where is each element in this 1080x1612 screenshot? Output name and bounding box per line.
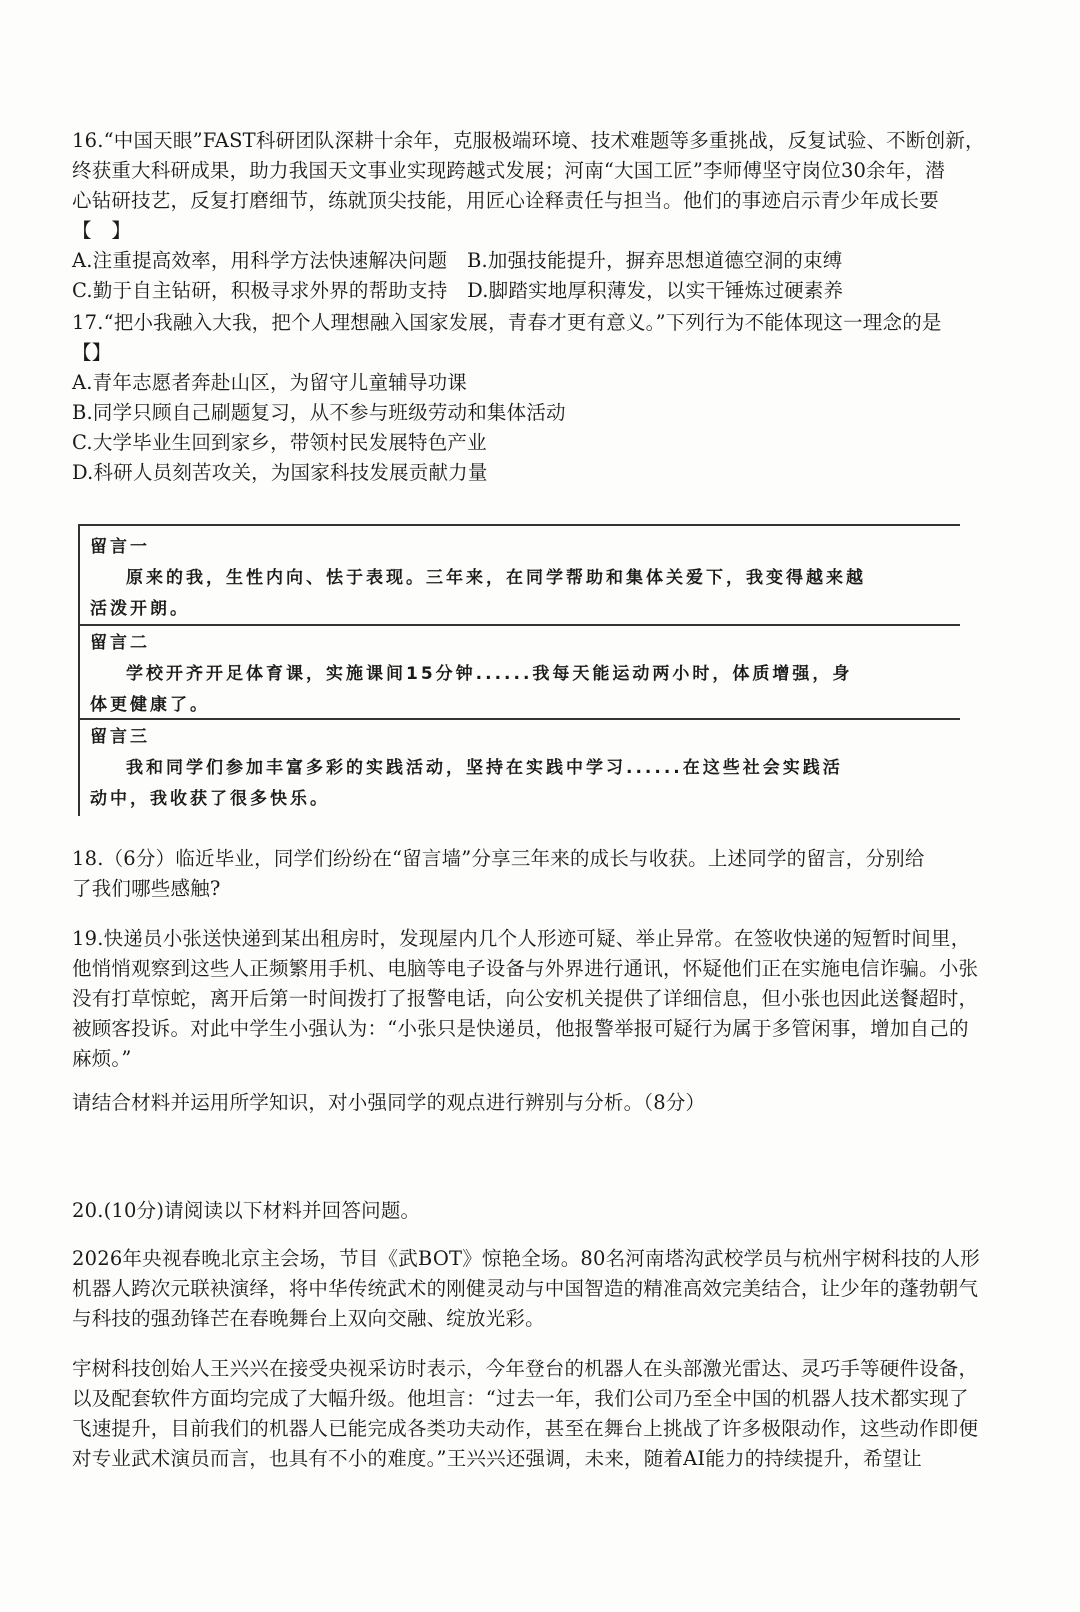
message-body-line: 我和同学们参加丰富多彩的实践活动，坚持在实践中学习......在这些社会实践活 — [126, 758, 843, 778]
q19-line: 麻烦。” — [72, 1047, 132, 1070]
q17-option-b: B.同学只顾自己刷题复习，从不参与班级劳动和集体活动 — [72, 401, 566, 424]
q20-paragraph-2 — [72, 1354, 1052, 1474]
message-3 — [90, 722, 950, 815]
question-17 — [72, 308, 1052, 488]
q17-answer-bracket: 【】 — [72, 341, 112, 364]
q16-line: 16.“中国天眼”FAST科研团队深耕十余年，克服极端环境、技术难题等多重挑战，反复试验、不断创新， — [72, 129, 985, 152]
message-wall-box — [78, 524, 960, 816]
q17-line: 17.“把小我融入大我，把个人理想融入国家发展，青春才更有意义。”下列行为不能体现这一理念的是 — [72, 311, 942, 334]
message-body-line: 体更健康了。 — [90, 695, 210, 715]
message-1 — [90, 532, 950, 625]
q20-para1-line: 2026年央视春晚北京主会场，节目《武BOT》惊艳全场。80名河南塔沟武校学员与杭州宇树科技的人形 — [72, 1247, 980, 1270]
q17-option-d: D.科研人员刻苦攻关，为国家科技发展贡献力量 — [72, 461, 488, 484]
q20-para2-line: 飞速提升，目前我们的机器人已能完成各类功夫动作，甚至在舞台上挑战了许多极限动作，这些动作即便 — [72, 1417, 979, 1440]
q19-line: 没有打草惊蛇，离开后第一时间拨打了报警电话，向公安机关提供了详细信息，但小张也因此送餐超时， — [72, 987, 979, 1010]
q16-option-row: A.注重提高效率，用科学方法快速解决问题 B.加强技能提升，摒弃思想道德空洞的束缚 — [72, 249, 843, 272]
q17-option-a: A.青年志愿者奔赴山区，为留守儿童辅导功课 — [72, 371, 467, 394]
q16-option-row: C.勤于自主钻研，积极寻求外界的帮助支持 D.脚踏实地厚积薄发，以实干锤炼过硬素养 — [72, 279, 844, 302]
q20-para1-line: 机器人跨次元联袂演绎，将中华传统武术的刚健灵动与中国智造的精准高效完美结合，让少年的蓬勃朝气 — [72, 1277, 979, 1300]
q19-prompt: 请结合材料并运用所学知识，对小强同学的观点进行辨别与分析。（8分） — [72, 1091, 706, 1114]
q20-intro: 20.(10分)请阅读以下材料并回答问题。 — [72, 1199, 421, 1222]
q20-para2-line: 宇树科技创始人王兴兴在接受央视采访时表示，今年登台的机器人在头部激光雷达、灵巧手等硬件设备， — [72, 1357, 979, 1380]
message-divider — [80, 718, 960, 720]
message-body-line: 原来的我，生性内向、怯于表现。三年来，在同学帮助和集体关爱下，我变得越来越 — [126, 568, 866, 588]
message-divider — [80, 624, 960, 626]
q17-option-c: C.大学毕业生回到家乡，带领村民发展特色产业 — [72, 431, 487, 454]
q19-line: 被顾客投诉。对此中学生小强认为：“小张只是快递员，他报警举报可疑行为属于多管闲事，增加自己的 — [72, 1017, 969, 1040]
message-body-line: 动中，我收获了很多快乐。 — [90, 789, 330, 809]
message-2 — [90, 628, 950, 721]
question-18 — [72, 844, 1052, 904]
q18-line: 18.（6分）临近毕业，同学们纷纷在“留言墙”分享三年来的成长与收获。上述同学的留言，分别给 — [72, 847, 925, 870]
message-title: 留言二 — [90, 633, 150, 653]
q20-para1-line: 与科技的强劲锋芒在春晚舞台上双向交融、绽放光彩。 — [72, 1307, 545, 1330]
q20-para2-line: 对专业武术演员而言，也具有不小的难度。”王兴兴还强调，未来，随着AI能力的持续提升，希望让 — [72, 1447, 923, 1470]
message-title: 留言一 — [90, 537, 150, 557]
q20-para2-line: 以及配套软件方面均完成了大幅升级。他坦言：“过去一年，我们公司乃至全中国的机器人技术都实现了 — [72, 1387, 969, 1410]
question-16 — [72, 126, 1052, 306]
question-19 — [72, 924, 1052, 1074]
q20-paragraph-1 — [72, 1244, 1052, 1334]
q19-line: 19.快递员小张送快递到某出租房时，发现屋内几个人形迹可疑、举止异常。在签收快递的短暂时间里， — [72, 927, 971, 950]
q16-answer-bracket: 【 】 — [72, 219, 132, 242]
message-body-line: 活泼开朗。 — [90, 599, 190, 619]
message-body-line: 学校开齐开足体育课，实施课间15分钟......我每天能运动两小时，体质增强，身 — [126, 664, 853, 684]
message-title: 留言三 — [90, 727, 150, 747]
q16-line: 心钻研技艺，反复打磨细节，练就顶尖技能，用匠心诠释责任与担当。他们的事迹启示青少年成长要 — [72, 189, 939, 212]
q18-line: 了我们哪些感触? — [72, 877, 221, 900]
q16-line: 终获重大科研成果，助力我国天文事业实现跨越式发展；河南“大国工匠”李师傅坚守岗位30余年，潜 — [72, 159, 945, 182]
q19-line: 他悄悄观察到这些人正频繁用手机、电脑等电子设备与外界进行通讯，怀疑他们正在实施电信诈骗。小张 — [72, 957, 979, 980]
